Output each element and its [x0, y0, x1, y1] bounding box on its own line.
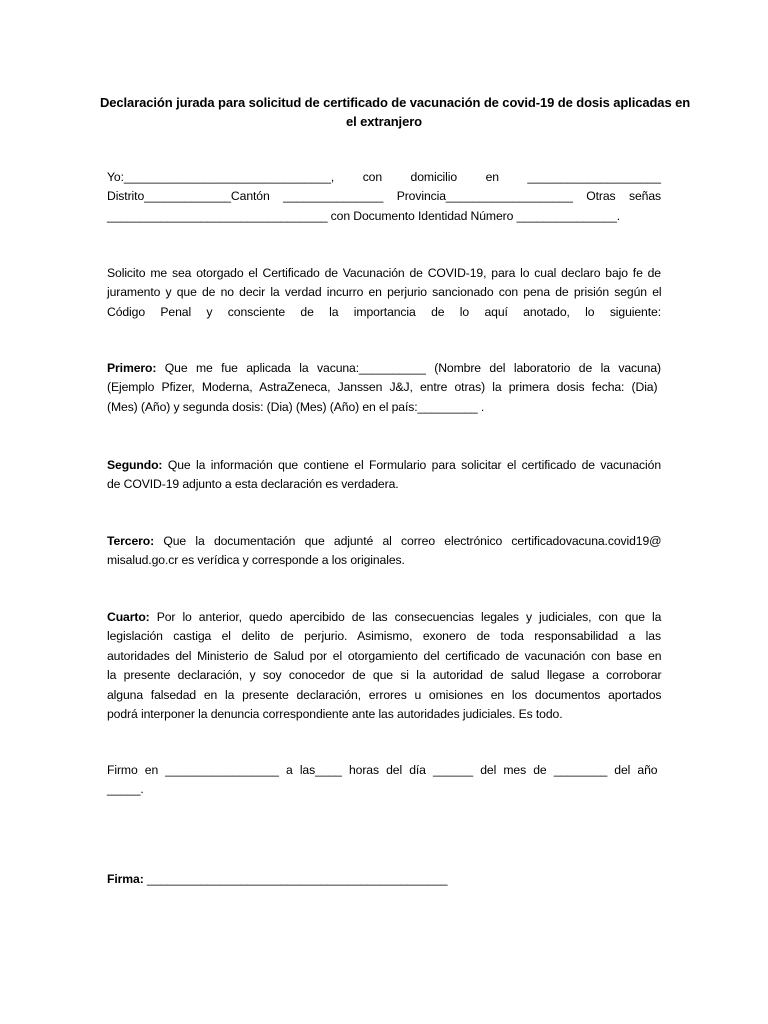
primero-label: Primero:: [107, 361, 157, 375]
segundo-line-1: [107, 456, 661, 475]
senas-word: señas: [628, 189, 661, 204]
primero-line-1: [107, 359, 661, 378]
primero-text-1: Que me fue aplicada la vacuna:__________ (Nombre del laboratorio de la vacuna): [156, 361, 661, 375]
canton-field[interactable]: _______________: [283, 189, 384, 204]
segundo-label: Segundo:: [107, 458, 163, 472]
firmo-paragraph: [107, 761, 661, 800]
en-word: en: [485, 170, 499, 184]
firma-blank[interactable]: _____________________________________________: [143, 872, 448, 886]
distrito-canton-field[interactable]: Distrito_____________Cantón: [107, 189, 270, 204]
tercero-line-1: [107, 532, 661, 551]
cuarto-paragraph: [107, 608, 661, 724]
cuarto-line-1: [107, 608, 661, 627]
cuarto-text-1: Por lo anterior, quedo apercibido de las consecuencias legales y judiciales, con que la: [149, 610, 662, 624]
segundo-line-2: de COVID-19 adjunto a esta declaración es verdadera.: [107, 477, 399, 492]
segundo-text-1: Que la información que contiene el Formulario para solicitar el certificado de vacunación: [162, 458, 662, 472]
primero-line-3: (Mes) (Año) y segunda dosis: (Dia) (Mes) (Año) en el país:_________ .: [107, 399, 485, 414]
con-word: con: [362, 170, 383, 184]
intro-line-2: juramento y que de no decir la verdad incurro en perjurio sancionado con pena de prisión según el: [107, 285, 662, 300]
identity-row-2: [107, 187, 661, 206]
cuarto-line-4: la presente declaración, y soy conocedor de que si la autoridad de salud llegase a corroborar: [107, 668, 662, 683]
otras-word: Otras: [586, 189, 616, 204]
cuarto-label: Cuarto:: [107, 610, 150, 624]
primero-line-2: (Ejemplo Pfizer, Moderna, AstraZeneca, Janssen J&J, entre otras) la primera dosis fecha: (Dia): [107, 380, 658, 395]
firmo-line-1[interactable]: Firmo en _________________ a las____ horas del día ______ del mes de ________ del año: [107, 763, 658, 777]
intro-line-3: Código Penal y consciente de la importancia de lo aquí anotado, lo siguiente:: [107, 304, 661, 319]
segundo-paragraph: [107, 456, 661, 495]
firma-block: [107, 870, 661, 889]
cuarto-line-6: podrá interponer la denuncia correspondiente ante las autoridades judiciales. Es todo.: [107, 707, 563, 722]
yo-field[interactable]: Yo:_______________________________,: [107, 170, 335, 184]
cuarto-line-2: legislación castiga el delito de perjurio. Asimismo, exonero de toda responsabilidad a las: [107, 629, 661, 644]
cuarto-line-3: autoridades del Ministerio de Salud por el otorgamiento del certificado de vacunación con base en: [107, 648, 662, 663]
identity-block: [107, 168, 661, 226]
cuarto-line-5: alguna falsedad en la presente declaración, errores u omisiones en los documentos aportados: [107, 687, 662, 702]
identity-row-3[interactable]: _________________________________ con Documento Identidad Número _______________.: [107, 208, 621, 223]
tercero-text-1: Que la documentación que adjunté al correo electrónico certificadovacuna.covid19@: [154, 534, 662, 548]
firmo-line-2[interactable]: _____.: [107, 782, 144, 797]
firma-line[interactable]: [107, 870, 661, 889]
domicilio-word: domicilio: [410, 170, 458, 184]
primero-paragraph: [107, 359, 661, 417]
provincia-field[interactable]: Provincia___________________: [396, 189, 573, 204]
firma-label: Firma:: [107, 872, 144, 886]
intro-paragraph: [107, 264, 661, 322]
domicilio-field[interactable]: ____________________: [527, 170, 661, 184]
intro-line-1: Solicito me sea otorgado el Certificado de Vacunación de COVID-19, para lo cual declaro bajo fe de: [107, 266, 661, 280]
tercero-line-2: misalud.go.cr es verídica y corresponde a los originales.: [107, 553, 405, 568]
title-line-2: el extranjero: [345, 114, 422, 129]
identity-row-1: [107, 168, 661, 187]
tercero-label: Tercero:: [107, 534, 155, 548]
document-title: [100, 93, 691, 131]
tercero-paragraph: [107, 532, 661, 571]
title-line-1: Declaración jurada para solicitud de certificado de vacunación de covid-19 de dosis aplicadas en: [100, 95, 691, 110]
